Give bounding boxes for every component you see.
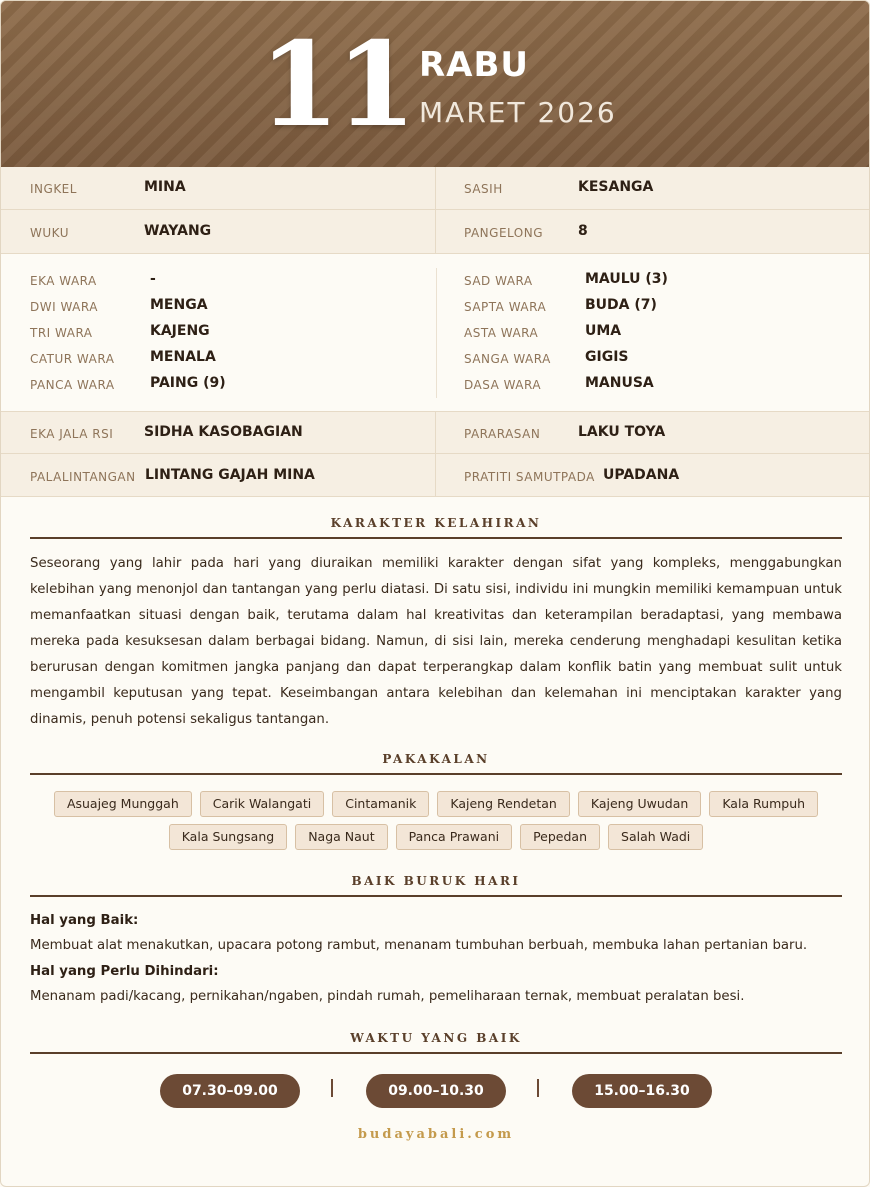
info-value: WAYANG <box>144 223 212 239</box>
wara-label: DASA WARA <box>464 378 542 392</box>
pakakalan-tag: Kala Sungsang <box>169 824 288 850</box>
info-row-ekajala-pararasan <box>1 412 870 454</box>
wara-value: KAJENG <box>150 323 210 339</box>
time-slot-1: 07.30–09.00 <box>160 1074 300 1108</box>
info-value: UPADANA <box>603 467 680 483</box>
site-footer-link[interactable]: budayabali.com <box>357 1127 515 1142</box>
info-value: LAKU TOYA <box>578 424 666 440</box>
info-row-wuku-pangelong <box>1 210 870 254</box>
info-value: KESANGA <box>578 179 654 195</box>
good-text: Membuat alat menakutkan, upacara potong rambut, menanam tumbuhan berbuah, membuka lahan pertanian baru. <box>30 938 808 953</box>
info-label: PARARASAN <box>464 427 541 441</box>
column-divider <box>436 268 437 398</box>
info-cell-pratiti-samutpada <box>436 454 870 496</box>
pakakalan-tag: Salah Wadi <box>608 824 703 850</box>
section-title-karakter: KARAKTER KELAHIRAN <box>330 516 542 530</box>
info-cell-sasih <box>436 167 870 209</box>
wara-value: GIGIS <box>585 349 629 365</box>
pakakalan-tags-row-1 <box>30 791 842 817</box>
pakakalan-tags-row-2 <box>30 824 842 850</box>
wara-label: SANGA WARA <box>464 352 551 366</box>
info-cell-palalintangan <box>1 454 436 496</box>
info-row-ingkel-sasih <box>1 167 870 210</box>
wara-value: PAING (9) <box>150 375 226 391</box>
info-value: 8 <box>578 223 588 239</box>
pakakalan-tag: Kajeng Rendetan <box>437 791 569 817</box>
wara-value: MAULU (3) <box>585 271 668 287</box>
info-label: EKA JALA RSI <box>30 427 114 441</box>
section-rule <box>30 1052 842 1054</box>
section-title-waktu: WAKTU YANG BAIK <box>350 1031 522 1045</box>
pakakalan-tag: Cintamanik <box>332 791 429 817</box>
info-label: WUKU <box>30 226 69 240</box>
month-year: MARET 2026 <box>419 96 617 129</box>
info-label: PANGELONG <box>464 226 544 240</box>
info-cell-pangelong <box>436 210 870 253</box>
info-value: MINA <box>144 179 186 195</box>
pakakalan-tag: Pepedan <box>520 824 600 850</box>
wara-value: MENALA <box>150 349 216 365</box>
avoid-text: Menanam padi/kacang, pernikahan/ngaben, pindah rumah, pemeliharaan ternak, membuat peralatan besi. <box>30 989 745 1004</box>
weekday: RABU <box>419 45 530 85</box>
section-rule <box>30 773 842 775</box>
info-label: PRATITI SAMUTPADA <box>464 470 595 484</box>
info-value: SIDHA KASOBAGIAN <box>144 424 303 440</box>
slot-separator <box>537 1079 539 1097</box>
day-number: 11 <box>259 17 413 153</box>
wara-table <box>1 254 870 412</box>
wara-value: MANUSA <box>585 375 654 391</box>
section-title-baik-buruk: BAIK BURUK HARI <box>351 874 521 888</box>
pakakalan-tag: Panca Prawani <box>396 824 512 850</box>
wara-value: BUDA (7) <box>585 297 657 313</box>
wara-label: TRI WARA <box>30 326 93 340</box>
wara-value: UMA <box>585 323 622 339</box>
pakakalan-tag: Naga Naut <box>295 824 387 850</box>
info-label: SASIH <box>464 182 503 196</box>
wara-label: CATUR WARA <box>30 352 115 366</box>
info-label: INGKEL <box>30 182 77 196</box>
avoid-heading: Hal yang Perlu Dihindari: <box>30 964 219 979</box>
info-cell-ingkel <box>1 167 436 209</box>
pakakalan-tag: Carik Walangati <box>200 791 324 817</box>
pakakalan-tag: Kajeng Uwudan <box>578 791 701 817</box>
info-value: LINTANG GAJAH MINA <box>145 467 315 483</box>
slot-separator <box>331 1079 333 1097</box>
section-title-pakakalan: PAKAKALAN <box>382 752 490 766</box>
wara-label: SAPTA WARA <box>464 300 547 314</box>
time-slot-2: 09.00–10.30 <box>366 1074 506 1108</box>
karakter-text: Seseorang yang lahir pada hari yang diuraikan memiliki karakter dengan sifat yang kompleks, menggabungkan kelebihan yang menonjol dan tantangan yang perlu diatasi. Di satu sisi, individu ini mungkin memiliki kemampuan untuk memanfaatkan situasi dengan baik, terutama dalam hal kreativitas dan keterampilan beradaptasi, yang membawa mereka pada kesuksesan dalam berbagai bidang. Namun, di sisi lain, mereka cenderung menghadapi kesulitan ketika berurusan dengan komitmen jangka panjang dan dapat terperangkap dalam konflik batin yang membuat sulit untuk mengambil keputusan yang tepat. Keseimbangan antara kelebihan dan kelemahan ini menciptakan karakter yang dinamis, penuh potensi sekaligus tantangan. <box>30 556 842 727</box>
wara-label: PANCA WARA <box>30 378 115 392</box>
section-rule <box>30 895 842 897</box>
pakakalan-tag: Asuajeg Munggah <box>54 791 192 817</box>
info-cell-wuku <box>1 210 436 253</box>
info-cell-pararasan <box>436 412 870 453</box>
info-label: PALALINTANGAN <box>30 470 136 484</box>
wara-value: - <box>150 271 156 287</box>
info-cell-eka-jala-rsi <box>1 412 436 453</box>
info-row-palalintangan-pratiti <box>1 454 870 497</box>
wara-label: ASTA WARA <box>464 326 539 340</box>
pakakalan-tag: Kala Rumpuh <box>709 791 818 817</box>
wara-label: DWI WARA <box>30 300 98 314</box>
wara-value: MENGA <box>150 297 208 313</box>
time-slot-3: 15.00–16.30 <box>572 1074 712 1108</box>
wara-label: SAD WARA <box>464 274 533 288</box>
good-heading: Hal yang Baik: <box>30 913 139 928</box>
section-rule <box>30 537 842 539</box>
date-header <box>1 1 870 167</box>
wara-label: EKA WARA <box>30 274 97 288</box>
